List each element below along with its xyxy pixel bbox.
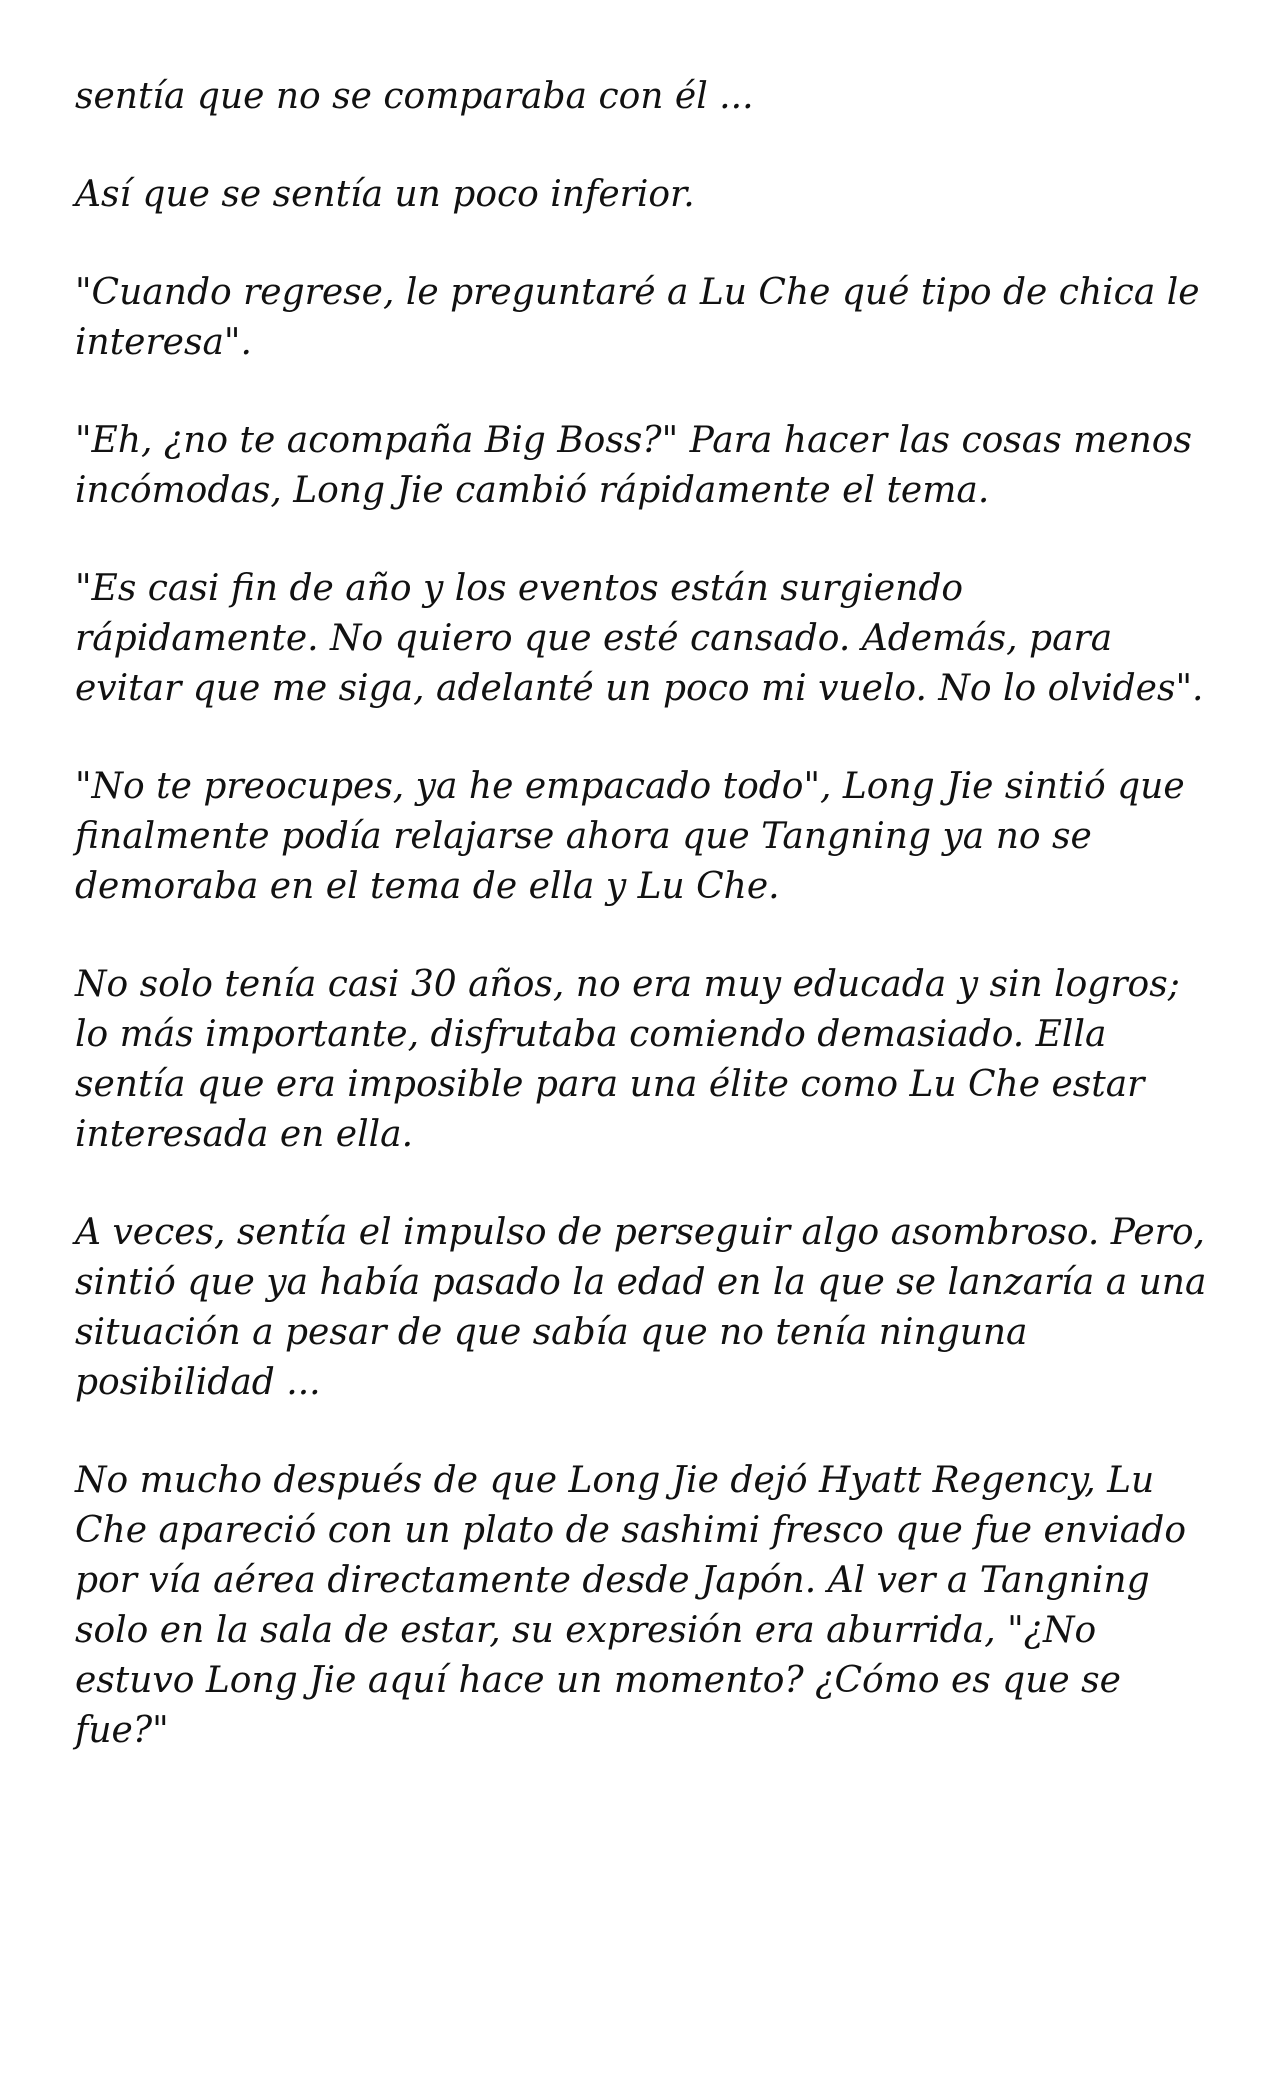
document-body	[75, 72, 1215, 1804]
paragraph: A veces, sentía el impulso de perseguir algo asombroso. Pero, sintió que ya había pasado la edad en la que se lanzaría a una situación a pesar de que sabía que no tenía ninguna posibilidad ...	[75, 1212, 1207, 1403]
paragraph: "No te preocupes, ya he empacado todo", Long Jie sintió que finalmente podía relajarse ahora que Tangning ya no se demoraba en el tema de ella y Lu Che.	[75, 766, 1185, 907]
paragraph: "Eh, ¿no te acompaña Big Boss?" Para hacer las cosas menos incómodas, Long Jie cambió rápidamente el tema.	[75, 420, 1192, 511]
paragraph: No mucho después de que Long Jie dejó Hyatt Regency, Lu Che apareció con un plato de sashimi fresco que fue enviado por vía aérea directamente desde Japón. Al ver a Tangning solo en la sala de estar, su expresión era aburrida, "¿No estuvo Long Jie aquí hace un momento? ¿Cómo es que se fue?"	[75, 1460, 1186, 1751]
paragraph: sentía que no se comparaba con él ...	[75, 76, 754, 117]
paragraph: Así que se sentía un poco inferior.	[75, 174, 695, 215]
paragraph: "Es casi fin de año y los eventos están surgiendo rápidamente. No quiero que esté cansado. Además, para evitar que me siga, adelanté un poco mi vuelo. No lo olvides".	[75, 568, 1204, 709]
paragraph: No solo tenía casi 30 años, no era muy educada y sin logros; lo más importante, disfrutaba comiendo demasiado. Ella sentía que era imposible para una élite como Lu Che estar interesada en ella.	[75, 964, 1180, 1155]
paragraph: "Cuando regrese, le preguntaré a Lu Che qué tipo de chica le interesa".	[75, 272, 1200, 363]
